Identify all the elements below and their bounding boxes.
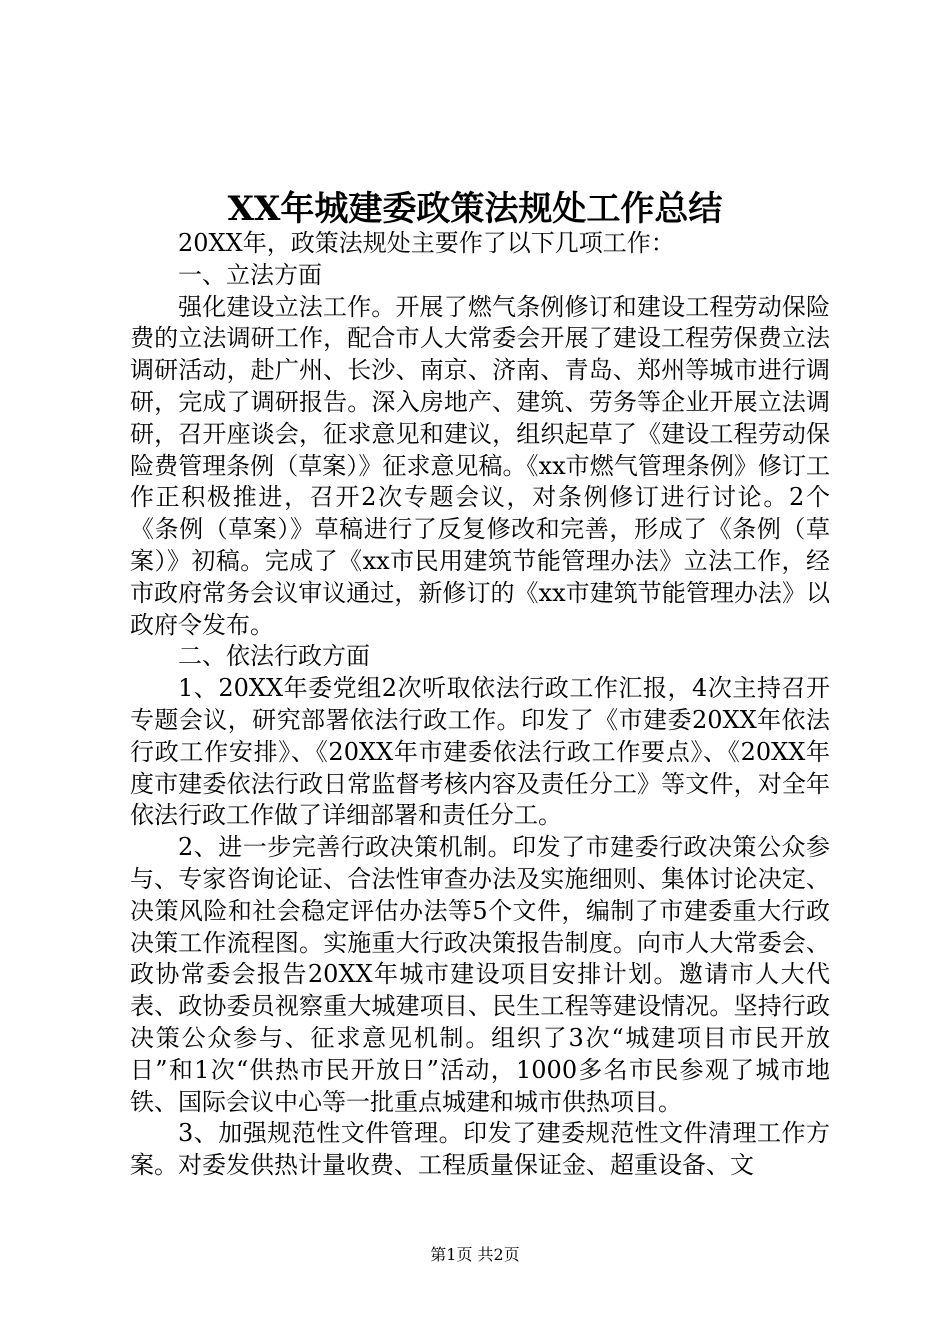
administration-paragraph-1: 1、20XX年委党组2次听取依法行政工作汇报，4次主持召开专题会议，研究部署依法行政工作。印发了《市建委20XX年依法行政工作安排》、《20XX年市建委依法行政工作要点》、《20XX年度市建委依法行政日常监督考核内容及责任分工》等文件，对全年依法行政工作做了详细部署和责任分工。 — [130, 674, 830, 830]
section-heading-administration: 二、依法行政方面 — [178, 642, 370, 671]
intro-paragraph: 20XX年，政策法规处主要作了以下几项工作： — [178, 229, 675, 257]
administration-paragraph-3: 3、加强规范性文件管理。印发了建委规范性文件清理工作方案。对委发供热计量收费、工程质量保证金、超重设备、文 — [130, 1119, 830, 1180]
document-body — [130, 228, 830, 1182]
document-title: XX年城建委政策法规处工作总结 — [227, 189, 723, 229]
section-heading-legislation: 一、立法方面 — [178, 260, 322, 289]
administration-paragraph-2: 2、进一步完善行政决策机制。印发了市建委行政决策公众参与、专家咨询论证、合法性审查办法及实施细则、集体讨论决定、决策风险和社会稳定评估办法等5个文件，编制了市建委重大行政决策工作流程图。实施重大行政决策报告制度。向市人大常委会、政协常委会报告20XX年城市建设项目安排计划。邀请市人大代表、政协委员视察重大城建项目、民生工程等建设情况。坚持行政决策公众参与、征求意见机制。组织了3次“城建项目市民开放日”和1次“供热市民开放日”活动，1000多名市民参观了城市地铁、国际会议中心等一批重点城建和城市供热项目。 — [130, 833, 830, 1116]
legislation-paragraph: 强化建设立法工作。开展了燃气条例修订和建设工程劳动保险费的立法调研工作，配合市人大常委会开展了建设工程劳保费立法调研活动，赴广州、长沙、南京、济南、青岛、郑州等城市进行调研，完成了调研报告。深入房地产、建筑、劳务等企业开展立法调研，召开座谈会，征求意见和建议，组织起草了《建设工程劳动保险费管理条例（草案）》征求意见稿。《xx市燃气管理条例》修订工作正积极推进，召开2次专题会议，对条例修订进行讨论。2个《条例（草案）》草稿进行了反复修改和完善，形成了《条例（草案）》初稿。完成了《xx市民用建筑节能管理办法》立法工作，经市政府常务会议审议通过，新修订的《xx市建筑节能管理办法》以政府令发布。 — [130, 292, 830, 639]
page-footer: 第1页 共2页 — [430, 1245, 520, 1264]
